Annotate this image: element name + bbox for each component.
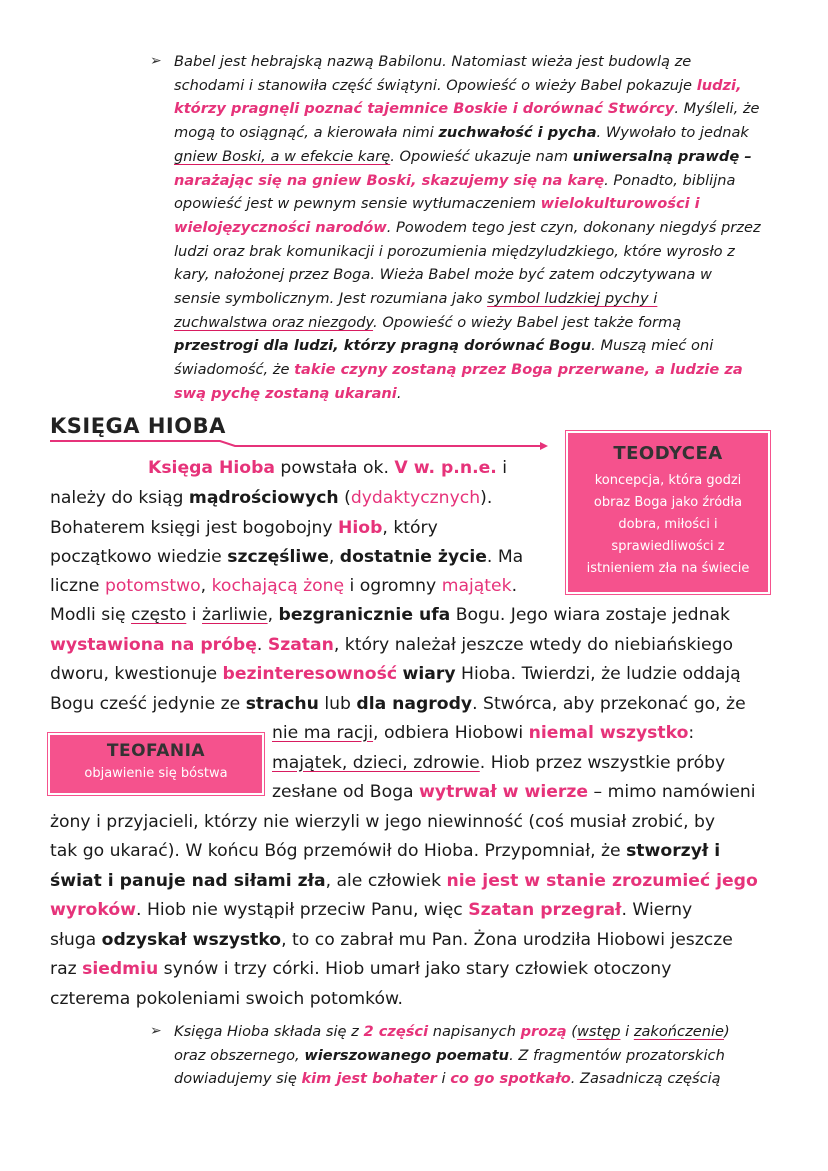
text-line: wyroków. Hiob nie wystąpił przeciw Panu, więc Szatan przegrał. Wierny: [50, 900, 693, 920]
text-line: mogą to osiągnąć, a kierowała nimi zuchwałość i pycha. Wywołało to jednak: [174, 124, 749, 142]
heading-arrow-head: [540, 442, 548, 450]
text-line: tak go ukarać). W końcu Bóg przemówił do Hioba. Przypomniał, że stworzył i: [50, 841, 721, 861]
text-line: opowieść jest w pewnym sensie wytłumaczeniem wielokulturowości i: [174, 195, 700, 213]
text-line: Księga Hioba składa się z 2 części napisanych prozą (wstęp i zakończenie): [174, 1023, 730, 1040]
hiob-structure-bullet: [150, 1020, 780, 1091]
teodycea-description: koncepcja, która godzi obraz Boga jako źródła dobra, miłości i sprawiedliwości z istnieniem zła na świecie: [586, 473, 750, 576]
section-heading: KSIĘGA HIOBA: [50, 414, 226, 438]
text-line: zesłane od Boga wytrwał w wierze – mimo namówieni: [272, 782, 756, 802]
text-line: narażając się na gniew Boski, skazujemy się na karę. Ponadto, biblijna: [174, 171, 736, 189]
text-line: wystawiona na próbę. Szatan, który należał jeszcze wtedy do niebiańskiego: [50, 635, 734, 655]
text-line: majątek, dzieci, zdrowie. Hiob przez wszystkie próby: [272, 753, 726, 773]
arrow-bullet-icon: ➢: [150, 53, 162, 69]
text-line: Babel jest hebrajską nazwą Babilonu. Natomiast wieża jest budowlą ze: [174, 53, 692, 70]
text-line: schodami i stanowiła część świątyni. Opowieść o wieży Babel pokazuje ludzi,: [174, 76, 742, 94]
text-line: świat i panuje nad siłami zła, ale człowiek nie jest w stanie zrozumieć jego: [50, 871, 758, 891]
text-line: czterema pokoleniami swoich potomków.: [50, 989, 403, 1009]
text-line: przestrogi dla ludzi, którzy pragną dorównać Bogu. Muszą mieć oni: [174, 337, 714, 355]
arrow-bullet-icon: ➢: [150, 1023, 162, 1039]
text-line: gniew Boski, a w efekcie karę. Opowieść ukazuje nam uniwersalną prawdę –: [174, 147, 752, 165]
teodycea-box: [566, 431, 770, 594]
teofania-description: objawienie się bóstwa: [84, 766, 228, 781]
text-line: Księga Hioba powstała ok. V w. p.n.e. i: [148, 458, 508, 478]
text-line: swą pychę zostaną ukarani.: [174, 384, 402, 402]
text-line: oraz obszernego, wierszowanego poematu. Z fragmentów prozatorskich: [174, 1046, 725, 1064]
text-line: ludzi oraz brak komunikacji i porozumienia międzyludzkiego, które wyrosło z: [174, 242, 735, 260]
text-line: należy do ksiąg mądrościowych (dydaktycznych).: [50, 488, 493, 508]
teofania-title: TEOFANIA: [106, 741, 206, 761]
text-line: wielojęzyczności narodów. Powodem tego jest czyn, dokonany niegdyś przez: [174, 218, 761, 236]
text-line: Bogu cześć jedynie ze strachu lub dla nagrody. Stwórca, aby przekonać go, że: [50, 694, 746, 714]
teodycea-title: TEODYCEA: [613, 443, 723, 464]
text-line: kary, nałożonej przez Boga. Wieża Babel może być zatem odczytywana w: [174, 266, 712, 284]
text-line: początkowo wiedzie szczęśliwe, dostatnie życie. Ma: [50, 547, 524, 567]
hiob-structure-text: [174, 1020, 780, 1091]
babel-bullet: [150, 50, 780, 406]
text-line: dowiadujemy się kim jest bohater i co go spotkało. Zasadniczą częścią: [174, 1070, 721, 1088]
babel-text: [174, 50, 780, 406]
text-line: Bohaterem księgi jest bogobojny Hiob, który: [50, 518, 438, 538]
text-line: którzy pragnęli poznać tajemnice Boskie i dorównać Stwórcy. Myśleli, że: [174, 100, 760, 118]
teofania-box: [48, 733, 264, 795]
heading-arrow-path: [50, 441, 544, 446]
text-line: Modli się często i żarliwie, bezgranicznie ufa Bogu. Jego wiara zostaje jednak: [50, 605, 730, 625]
text-line: świadomość, że takie czyny zostaną przez Boga przerwane, a ludzie za: [174, 361, 743, 379]
text-line: sługa odzyskał wszystko, to co zabrał mu Pan. Żona urodziła Hiobowi jeszcze: [50, 930, 733, 950]
text-line: sensie symbolicznym. Jest rozumiana jako symbol ludzkiej pychy i: [174, 290, 658, 308]
text-line: zuchwalstwa oraz niezgody. Opowieść o wieży Babel jest także formą: [174, 313, 682, 331]
text-line: żony i przyjacieli, którzy nie wierzyli w jego niewinność (coś musiał zrobić, by: [50, 812, 716, 832]
text-line: liczne potomstwo, kochającą żonę i ogromny majątek.: [50, 576, 518, 596]
text-line: raz siedmiu synów i trzy córki. Hiob umarł jako stary człowiek otoczony: [50, 959, 672, 979]
text-line: nie ma racji, odbiera Hiobowi niemal wszystko:: [272, 723, 695, 743]
text-line: dworu, kwestionuje bezinteresowność wiary Hioba. Twierdzi, że ludzie oddają: [50, 664, 741, 684]
heading-arrow-line: [50, 440, 550, 450]
